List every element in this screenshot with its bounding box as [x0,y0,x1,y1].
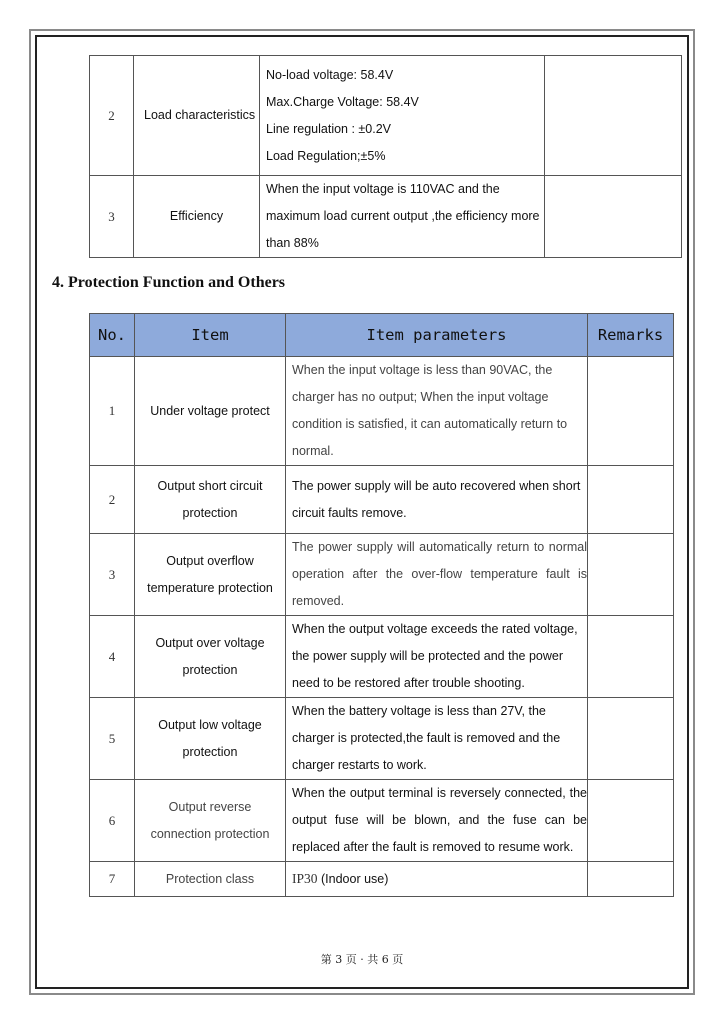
param-line: operation after the over-flow temperature fault is [292,567,587,581]
param-line: Load Regulation;±5% [266,148,386,163]
param-line: charger has no output; When the input voltage [292,390,549,404]
param-line: normal. [292,444,334,458]
row-params [286,698,588,780]
row-number: 4 [90,616,135,698]
item-line: Output reverse [168,799,252,814]
param-line: The power supply will be auto recovered when short [292,478,581,493]
table-row [90,466,674,534]
row-params [260,176,545,258]
item-line: protection [182,505,238,520]
param-line: The power supply will automatically return to normal [292,540,587,554]
header-remarks: Remarks [588,314,674,357]
row-remarks [545,56,682,176]
row-number: 3 [90,534,135,616]
table-row [90,862,674,897]
row-number: 3 [90,176,134,258]
param-line: removed. [292,594,345,608]
row-params [286,357,588,466]
item-line: Output short circuit [157,478,263,493]
row-params [286,780,588,862]
item-line: connection protection [150,826,270,841]
param-line: circuit faults remove. [292,505,407,520]
param-line: the power supply will be protected and the power [292,649,563,663]
table-row [90,534,674,616]
item-line: temperature protection [147,580,273,595]
row-number: 5 [90,698,135,780]
header-no: No. [90,314,135,357]
param-line: need to be restored after trouble shooting. [292,676,525,690]
row-item [135,862,286,897]
row-item [135,780,286,862]
item-line: Output low voltage [158,717,262,732]
item-line: Under voltage protect [150,403,270,418]
table-header-row [90,314,674,357]
param-line: Line regulation : ±0.2V [266,121,391,136]
row-number: 1 [90,357,135,466]
protection-table [89,313,674,897]
row-params [286,616,588,698]
row-item [135,616,286,698]
param-line: Max.Charge Voltage: 58.4V [266,94,419,109]
row-number: 2 [90,466,135,534]
item-line: Protection class [165,871,255,886]
row-remarks [545,176,682,258]
row-params [286,466,588,534]
param-line: condition is satisfied, it can automatically return to [292,417,568,431]
row-number: 7 [90,862,135,897]
param-line: No-load voltage: 58.4V [266,67,394,82]
row-params [286,862,588,897]
table-row [90,176,682,258]
item-line: protection [182,744,238,759]
row-params [260,56,545,176]
row-item [135,466,286,534]
row-item [135,698,286,780]
row-item: Efficiency [134,176,260,258]
page-footer: 第 3 页 · 共 6 页 [320,953,404,966]
table-row [90,357,674,466]
header-item: Item [135,314,286,357]
param-line: When the input voltage is less than 90VAC, the [292,363,553,377]
row-number: 6 [90,780,135,862]
item-line: protection [182,662,238,677]
table-row [90,698,674,780]
table-row [90,56,682,176]
row-number: 2 [90,56,134,176]
param-line: When the input voltage is 110VAC and the [266,182,500,196]
row-remarks [588,616,674,698]
protection-class-note: (Indoor use) [321,872,389,886]
table-row [90,616,674,698]
protection-class-value: IP30 [292,871,318,886]
row-item: Load characteristics [134,56,260,176]
section-title: 4. Protection Function and Others [52,274,286,291]
header-params: Item parameters [286,314,588,357]
row-params [286,534,588,616]
param-line: charger restarts to work. [292,758,427,772]
item-line: Output over voltage [155,635,265,650]
param-line: When the output terminal is reversely connected, the [292,786,587,800]
param-line: output fuse will be blown, and the fuse can be [292,813,587,827]
param-line: When the battery voltage is less than 27V, the [292,704,546,718]
row-remarks [588,357,674,466]
row-remarks [588,466,674,534]
param-line: replaced after the fault is removed to resume work. [292,840,574,854]
row-remarks [588,862,674,897]
param-line: charger is protected,the fault is removed and the [292,731,561,745]
param-line: than 88% [266,236,319,250]
param-line: When the output voltage exceeds the rated voltage, [292,622,578,636]
item-line: Output overflow [166,553,254,568]
table-row [90,780,674,862]
row-remarks [588,534,674,616]
specs-table-continued [89,55,682,258]
row-item [135,534,286,616]
row-remarks [588,780,674,862]
row-item [135,357,286,466]
row-remarks [588,698,674,780]
param-line: maximum load current output ,the efficiency more [266,209,540,223]
